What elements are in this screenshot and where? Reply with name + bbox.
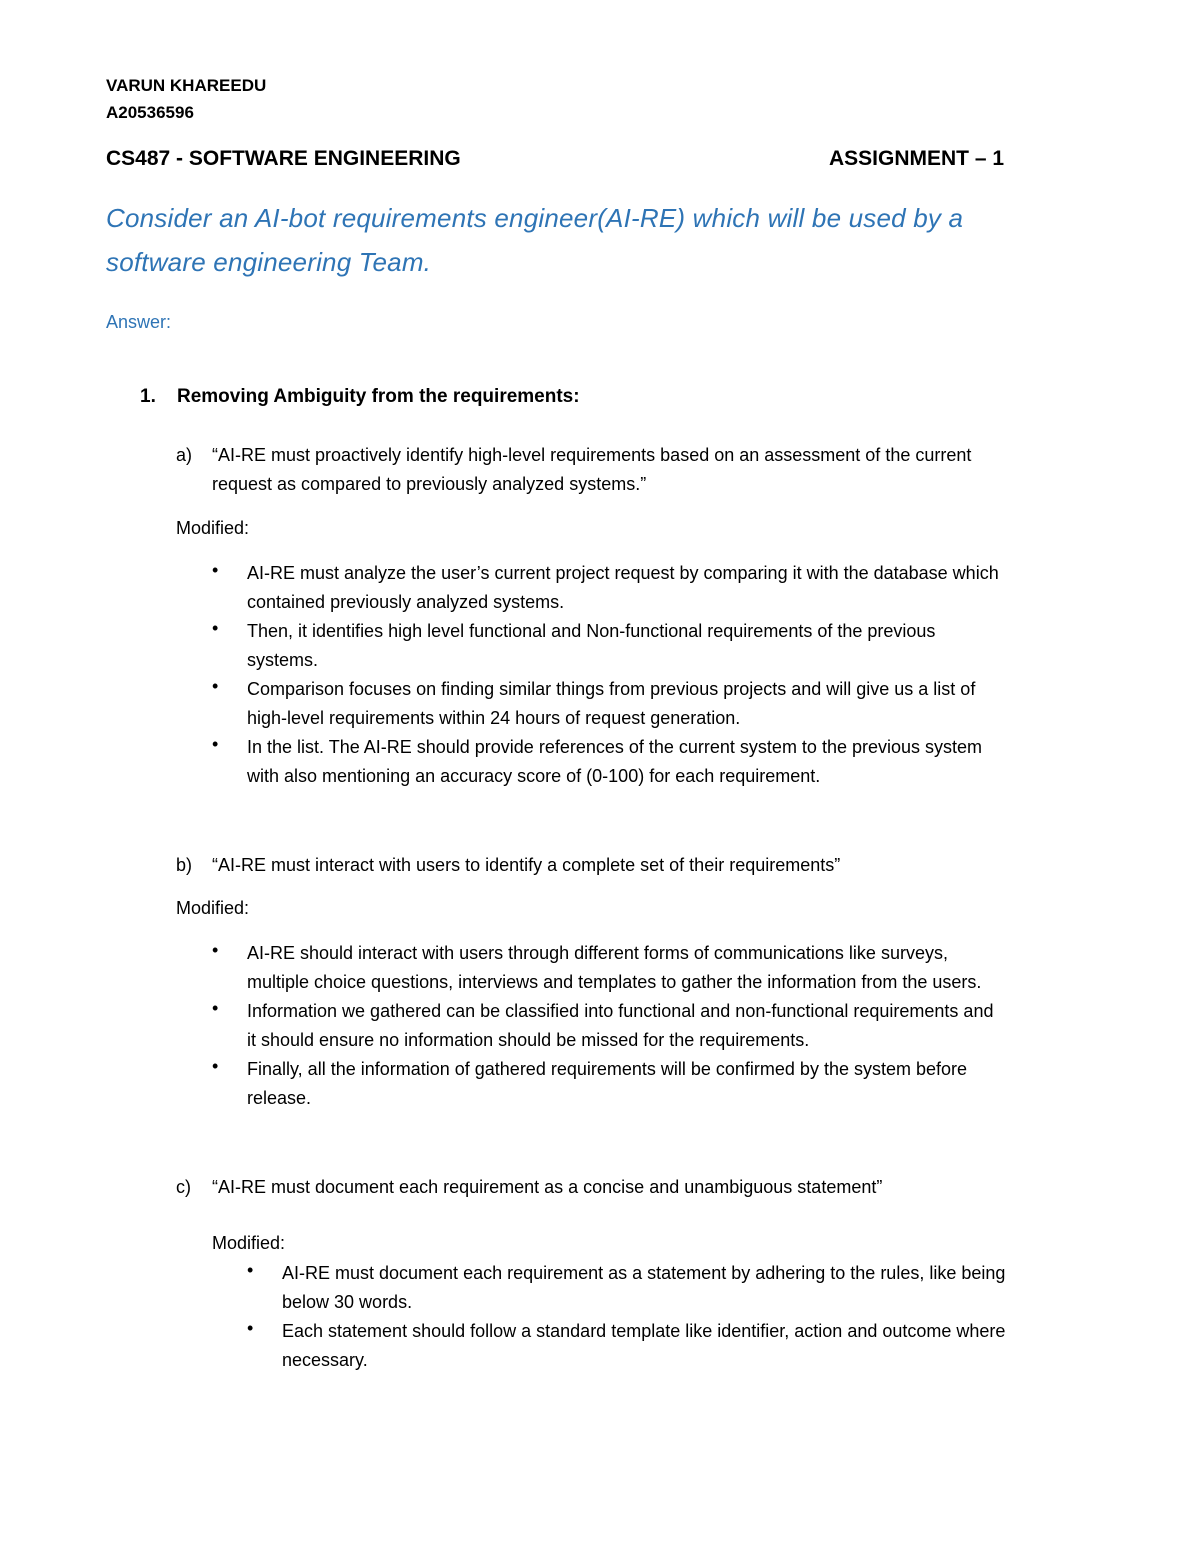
answer-label: Answer: <box>106 312 172 332</box>
item-a-bullet-3-line-2: high-level requirements within 24 hours of request generation. <box>247 708 741 728</box>
section-title: Removing Ambiguity from the requirements: <box>177 386 580 407</box>
item-a-modified-label: Modified: <box>176 518 250 538</box>
item-a-bullet-1-line-1: AI-RE must analyze the user’s current project request by comparing it with the database which <box>247 563 999 583</box>
item-c-statement-text: “AI-RE must document each requirement as a concise and unambiguous statement” <box>212 1177 883 1197</box>
bullet-icon: • <box>247 1260 254 1280</box>
bullet-icon: • <box>212 676 219 696</box>
item-c-bullet-2-line-2: necessary. <box>282 1350 368 1370</box>
item-c-modified-label: Modified: <box>212 1233 286 1253</box>
item-a-bullet-2-line-2: systems. <box>247 650 319 670</box>
item-c-letter: c) <box>176 1177 191 1197</box>
item-c-statement-line-1 <box>176 1173 882 1202</box>
item-a-bullet-3-line-1: Comparison focuses on finding similar things from previous projects and will give us a list of <box>247 679 976 699</box>
item-a-statement-text: “AI-RE must proactively identify high-level requirements based on an assessment of the current <box>212 445 972 465</box>
bullet-icon: • <box>212 560 219 580</box>
item-b-bullet-2-line-1: Information we gathered can be classified into functional and non-functional requirements and <box>247 1001 994 1021</box>
course-title: CS487 - SOFTWARE ENGINEERING <box>106 147 461 170</box>
item-a-bullet-4-line-1: In the list. The AI-RE should provide references of the current system to the previous system <box>247 737 983 757</box>
question-line-2: software engineering Team. <box>106 247 432 277</box>
assignment-title: ASSIGNMENT – 1 <box>829 147 1005 170</box>
item-b-bullet-1-line-1: AI-RE should interact with users through different forms of communications like surveys, <box>247 943 948 963</box>
item-c-bullet-1-line-2: below 30 words. <box>282 1292 413 1312</box>
item-b-bullet-1-line-2: multiple choice questions, interviews and templates to gather the information from the users. <box>247 972 982 992</box>
item-b-statement-text: “AI-RE must interact with users to identify a complete set of their requirements” <box>212 855 841 875</box>
section-heading <box>140 386 580 408</box>
item-a-bullet-4-line-2: with also mentioning an accuracy score of (0-100) for each requirement. <box>247 766 821 786</box>
bullet-icon: • <box>212 618 219 638</box>
item-a-bullet-2-line-1: Then, it identifies high level functional and Non-functional requirements of the previous <box>247 621 936 641</box>
item-a-statement-line-2: request as compared to previously analyzed systems.” <box>212 474 647 494</box>
item-a-statement-line-1 <box>176 441 971 470</box>
item-b-letter: b) <box>176 855 193 875</box>
bullet-icon: • <box>212 998 219 1018</box>
bullet-icon: • <box>247 1318 254 1338</box>
item-c-bullet-1-line-1: AI-RE must document each requirement as a statement by adhering to the rules, like being <box>282 1263 1006 1283</box>
item-b-bullet-2-line-2: it should ensure no information should be missed for the requirements. <box>247 1030 810 1050</box>
bullet-icon: • <box>212 940 219 960</box>
item-b-bullet-3-line-2: release. <box>247 1088 312 1108</box>
author-name: VARUN KHAREEDU <box>106 76 267 95</box>
item-c-bullet-2-line-1: Each statement should follow a standard template like identifier, action and outcome where <box>282 1321 1006 1341</box>
question-line-1: Consider an AI-bot requirements engineer(AI-RE) which will be used by a <box>106 203 964 233</box>
bullet-icon: • <box>212 1056 219 1076</box>
item-a-letter: a) <box>176 445 193 465</box>
student-id: A20536596 <box>106 103 194 122</box>
section-number: 1. <box>140 386 156 407</box>
item-a-bullet-1-line-2: contained previously analyzed systems. <box>247 592 565 612</box>
item-b-bullet-3-line-1: Finally, all the information of gathered requirements will be confirmed by the system before <box>247 1059 968 1079</box>
item-b-statement-line-1 <box>176 851 840 880</box>
item-b-modified-label: Modified: <box>176 898 250 918</box>
bullet-icon: • <box>212 734 219 754</box>
